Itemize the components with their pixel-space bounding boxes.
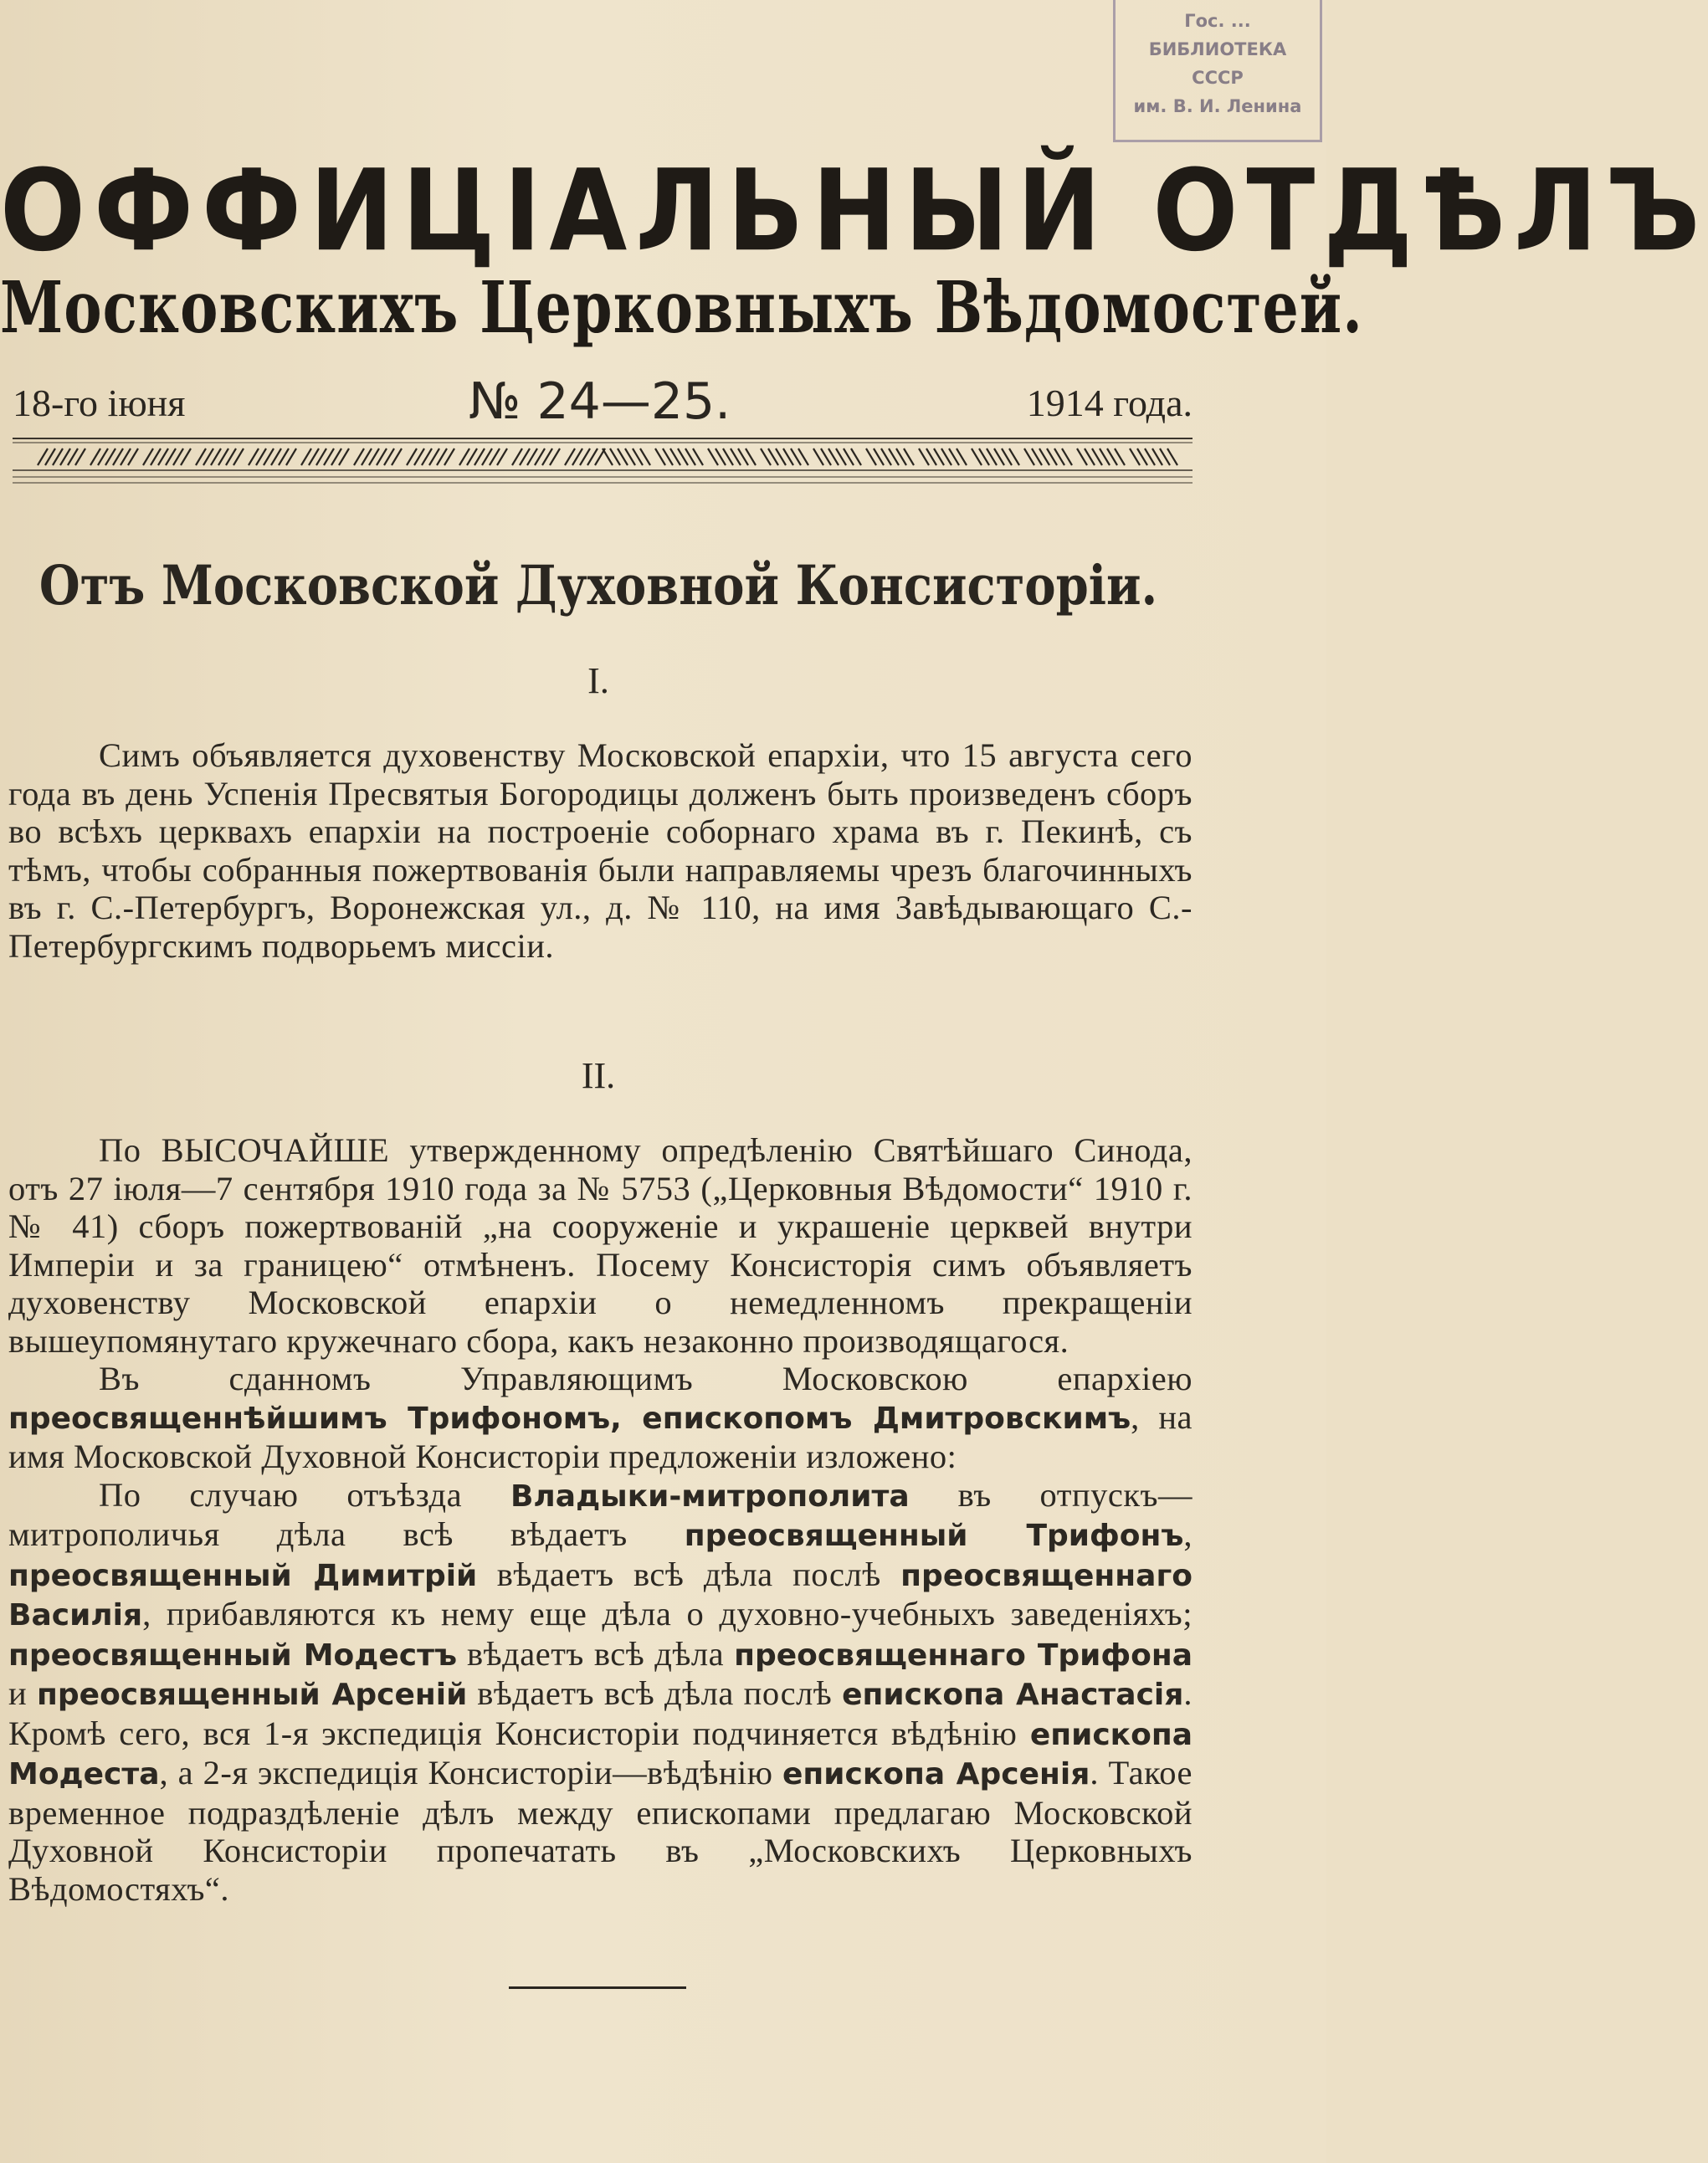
part-2-text [8,1131,1193,1908]
part-numeral-1: I. [587,660,609,701]
text-run: , прибавляются къ нему еще дѣла о духовно-учебныхъ заведеніяхъ; [142,1595,1193,1633]
text-run: , на имя Московской Духовной Консисторіи предложеніи изложено: [8,1397,1193,1475]
issue-number: № 24—25. [469,372,731,431]
text-run: вѣдаетъ всѣ дѣла [457,1634,735,1673]
text-run: и [8,1674,38,1712]
library-stamp [1113,0,1322,142]
issue-year: 1914 года. [1026,382,1193,424]
bold-name: преосвященный Модестъ [8,1638,458,1673]
text-run: . Кромѣ сего, вся 1-я экспедиція Консисторіи подчиняется вѣдѣнію [8,1674,1193,1752]
masthead-subtitle: Московскихъ Церковныхъ Вѣдомостей. [0,266,1363,350]
masthead-title: ОФФИЦІАЛЬНЫЙ ОТДѢЛЪ [0,146,1708,277]
issue-date: 18-го іюня [13,382,186,424]
bold-name: епископа Арсенія [782,1757,1090,1791]
text-run: По случаю отъѣзда [99,1475,510,1514]
part-1-text [8,736,1193,965]
ornamental-rule [13,435,1193,487]
end-rule [509,1986,686,1989]
text-run: вѣдаетъ всѣ дѣла послѣ [467,1674,843,1712]
bold-name: преосвященнѣйшимъ Трифономъ, епископомъ Дмитровскимъ [8,1401,1131,1436]
stamp-line: БИБЛИОТЕКА [1148,39,1287,59]
bold-name: епископа Анастасія [842,1678,1184,1712]
bold-name: Владыки-митрополита [510,1479,910,1514]
dateline [13,372,1193,431]
bold-name: преосвященный Димитрій [8,1558,478,1593]
bold-name: преосвященный Трифонъ [684,1519,1184,1553]
text-run: вѣдаетъ всѣ дѣла послѣ [477,1555,901,1593]
paragraph [8,1476,1193,1909]
part-numeral-2: II. [581,1055,616,1096]
text-run: , [1183,1515,1193,1553]
text-run: . Такое временное подраздѣленіе дѣлъ между епископами предлагаю Московской Духовной Консисторіи пропечатать въ „Московскихъ Церковныхъ Вѣдомостяхъ“. [8,1754,1193,1908]
paragraph: Симъ объявляется духовенству Московской епархіи, что 15 августа сего года въ день Успенія Пресвятыя Богородицы долженъ быть произведенъ сборъ во всѣхъ церквахъ епархіи на построеніе соборнаго храма въ г. Пекинѣ, съ тѣмъ, чтобы собранныя пожертвованія были направляемы чрезъ благочинныхъ въ г. С.-Петербургъ, Воронежская ул., д. № 110, на имя Завѣдывающаго С.-Петербургскимъ подворьемъ миссіи. [8,736,1193,965]
stamp-line: Гос. ... [1184,11,1251,31]
text-run: , а 2-я экспедиція Консисторіи—вѣдѣнію [159,1754,783,1791]
text-run: въ отпускъ—митрополичья дѣла всѣ вѣдаетъ [8,1475,1193,1553]
text-run: Въ сданномъ Управляющимъ Московскою епархіею [99,1360,1193,1397]
stamp-line: СССР [1192,68,1244,88]
paragraph: По ВЫСОЧАЙШЕ утвержденному опредѣленію Святѣйшаго Синода, отъ 27 іюля—7 сентября 1910 года за № 5753 („Церковныя Вѣдомости“ 1910 г. № 41) сборъ пожертвованій „на сооруженіе и украшеніе церквей внутри Имперіи и за границею“ отмѣненъ. Посему Консисторія симъ объявляетъ духовенству Московской епархіи о немедленномъ прекращеніи вышеупомянутаго кружечнаго сбора, какъ незаконно производящагося. [8,1131,1193,1360]
bold-name: преосвященнаго Василія [8,1558,1193,1633]
bold-name: преосвященнаго Трифона [734,1638,1193,1673]
bold-name: епископа Модеста [8,1717,1193,1791]
bold-name: преосвященный Арсеній [37,1678,468,1712]
paragraph [8,1360,1193,1476]
stamp-line: им. В. И. Ленина [1133,96,1302,116]
section-heading: Отъ Московской Духовной Консисторіи. [38,554,1158,618]
